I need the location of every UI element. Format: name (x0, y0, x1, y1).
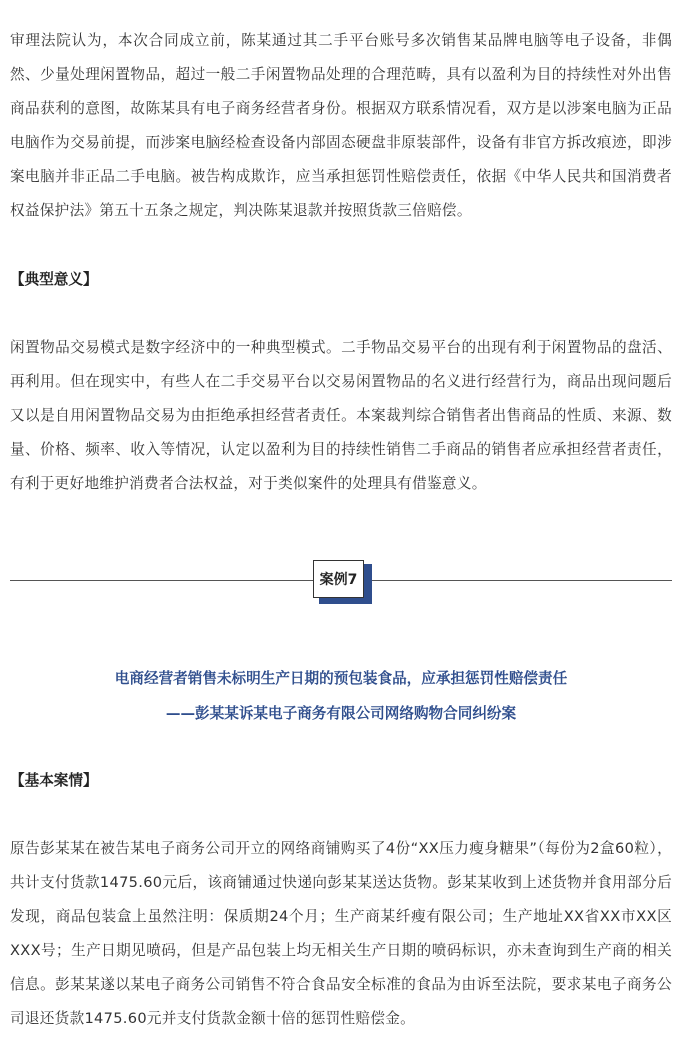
significance-paragraph: 闲置物品交易模式是数字经济中的一种典型模式。二手物品交易平台的出现有利于闲置物品的盘活、再利用。但在现实中，有些人在二手交易平台以交易闲置物品的名义进行经营行为，商品出现问题后又以是自用闲置物品交易为由拒绝承担经营者责任。本案裁判综合销售者出售商品的性质、来源、数量、价格、频率、收入等情况，认定以盈利为目的持续性销售二手商品的销售者应承担经营者责任，有利于更好地维护消费者合法权益，对于类似案件的处理具有借鉴意义。 (10, 339, 672, 492)
court-reasoning-paragraph: 审理法院认为，本次合同成立前，陈某通过其二手平台账号多次销售某品牌电脑等电子设备，非偶然、少量处理闲置物品，超过一般二手闲置物品处理的合理范畴，具有以盈利为目的持续性对外出售商品获利的意图，故陈某具有电子商务经营者身份。根据双方联系情况看，双方是以涉案电脑为正品电脑作为交易前提，而涉案电脑经检查设备内部固态硬盘非原装部件，设备有非官方拆改痕迹，即涉案电脑并非正品二手电脑。被告构成欺诈，应当承担惩罚性赔偿责任，依据《中华人民共和国消费者权益保护法》第五十五条之规定，判决陈某退款并按照货款三倍赔偿。 (10, 32, 672, 219)
case-label-box: 案例7 (313, 560, 364, 598)
significance-heading: 【典型意义】 (10, 271, 98, 288)
basic-facts-paragraph: 原告彭某某在被告某电子商务公司开立的网络商铺购买了4份“XX压力瘦身糖果”（每份为2盒60粒），共计支付货款1475.60元后，该商铺通过快递向彭某某送达货物。彭某某收到上述货物并食用部分后发现，商品包装盒上虽然注明：保质期24个月；生产商某纤瘦有限公司；生产地址XX省XX市XX区XXX号；生产日期见喷码，但是产品包装上均无相关生产日期的喷码标识，亦未查询到生产商的相关信息。彭某某遂以某电子商务公司销售不符合食品安全标准的食品为由诉至法院，要求某电子商务公司退还货款1475.60元并支付货款金额十倍的惩罚性赔偿金。 (10, 840, 672, 1027)
basic-facts-heading: 【基本案情】 (10, 772, 98, 789)
case-title: 电商经营者销售未标明生产日期的预包装食品，应承担惩罚性赔偿责任 (114, 670, 568, 687)
case-divider (10, 560, 672, 612)
case-subtitle: ——彭某某诉某电子商务有限公司网络购物合同纠纷案 (165, 705, 517, 722)
